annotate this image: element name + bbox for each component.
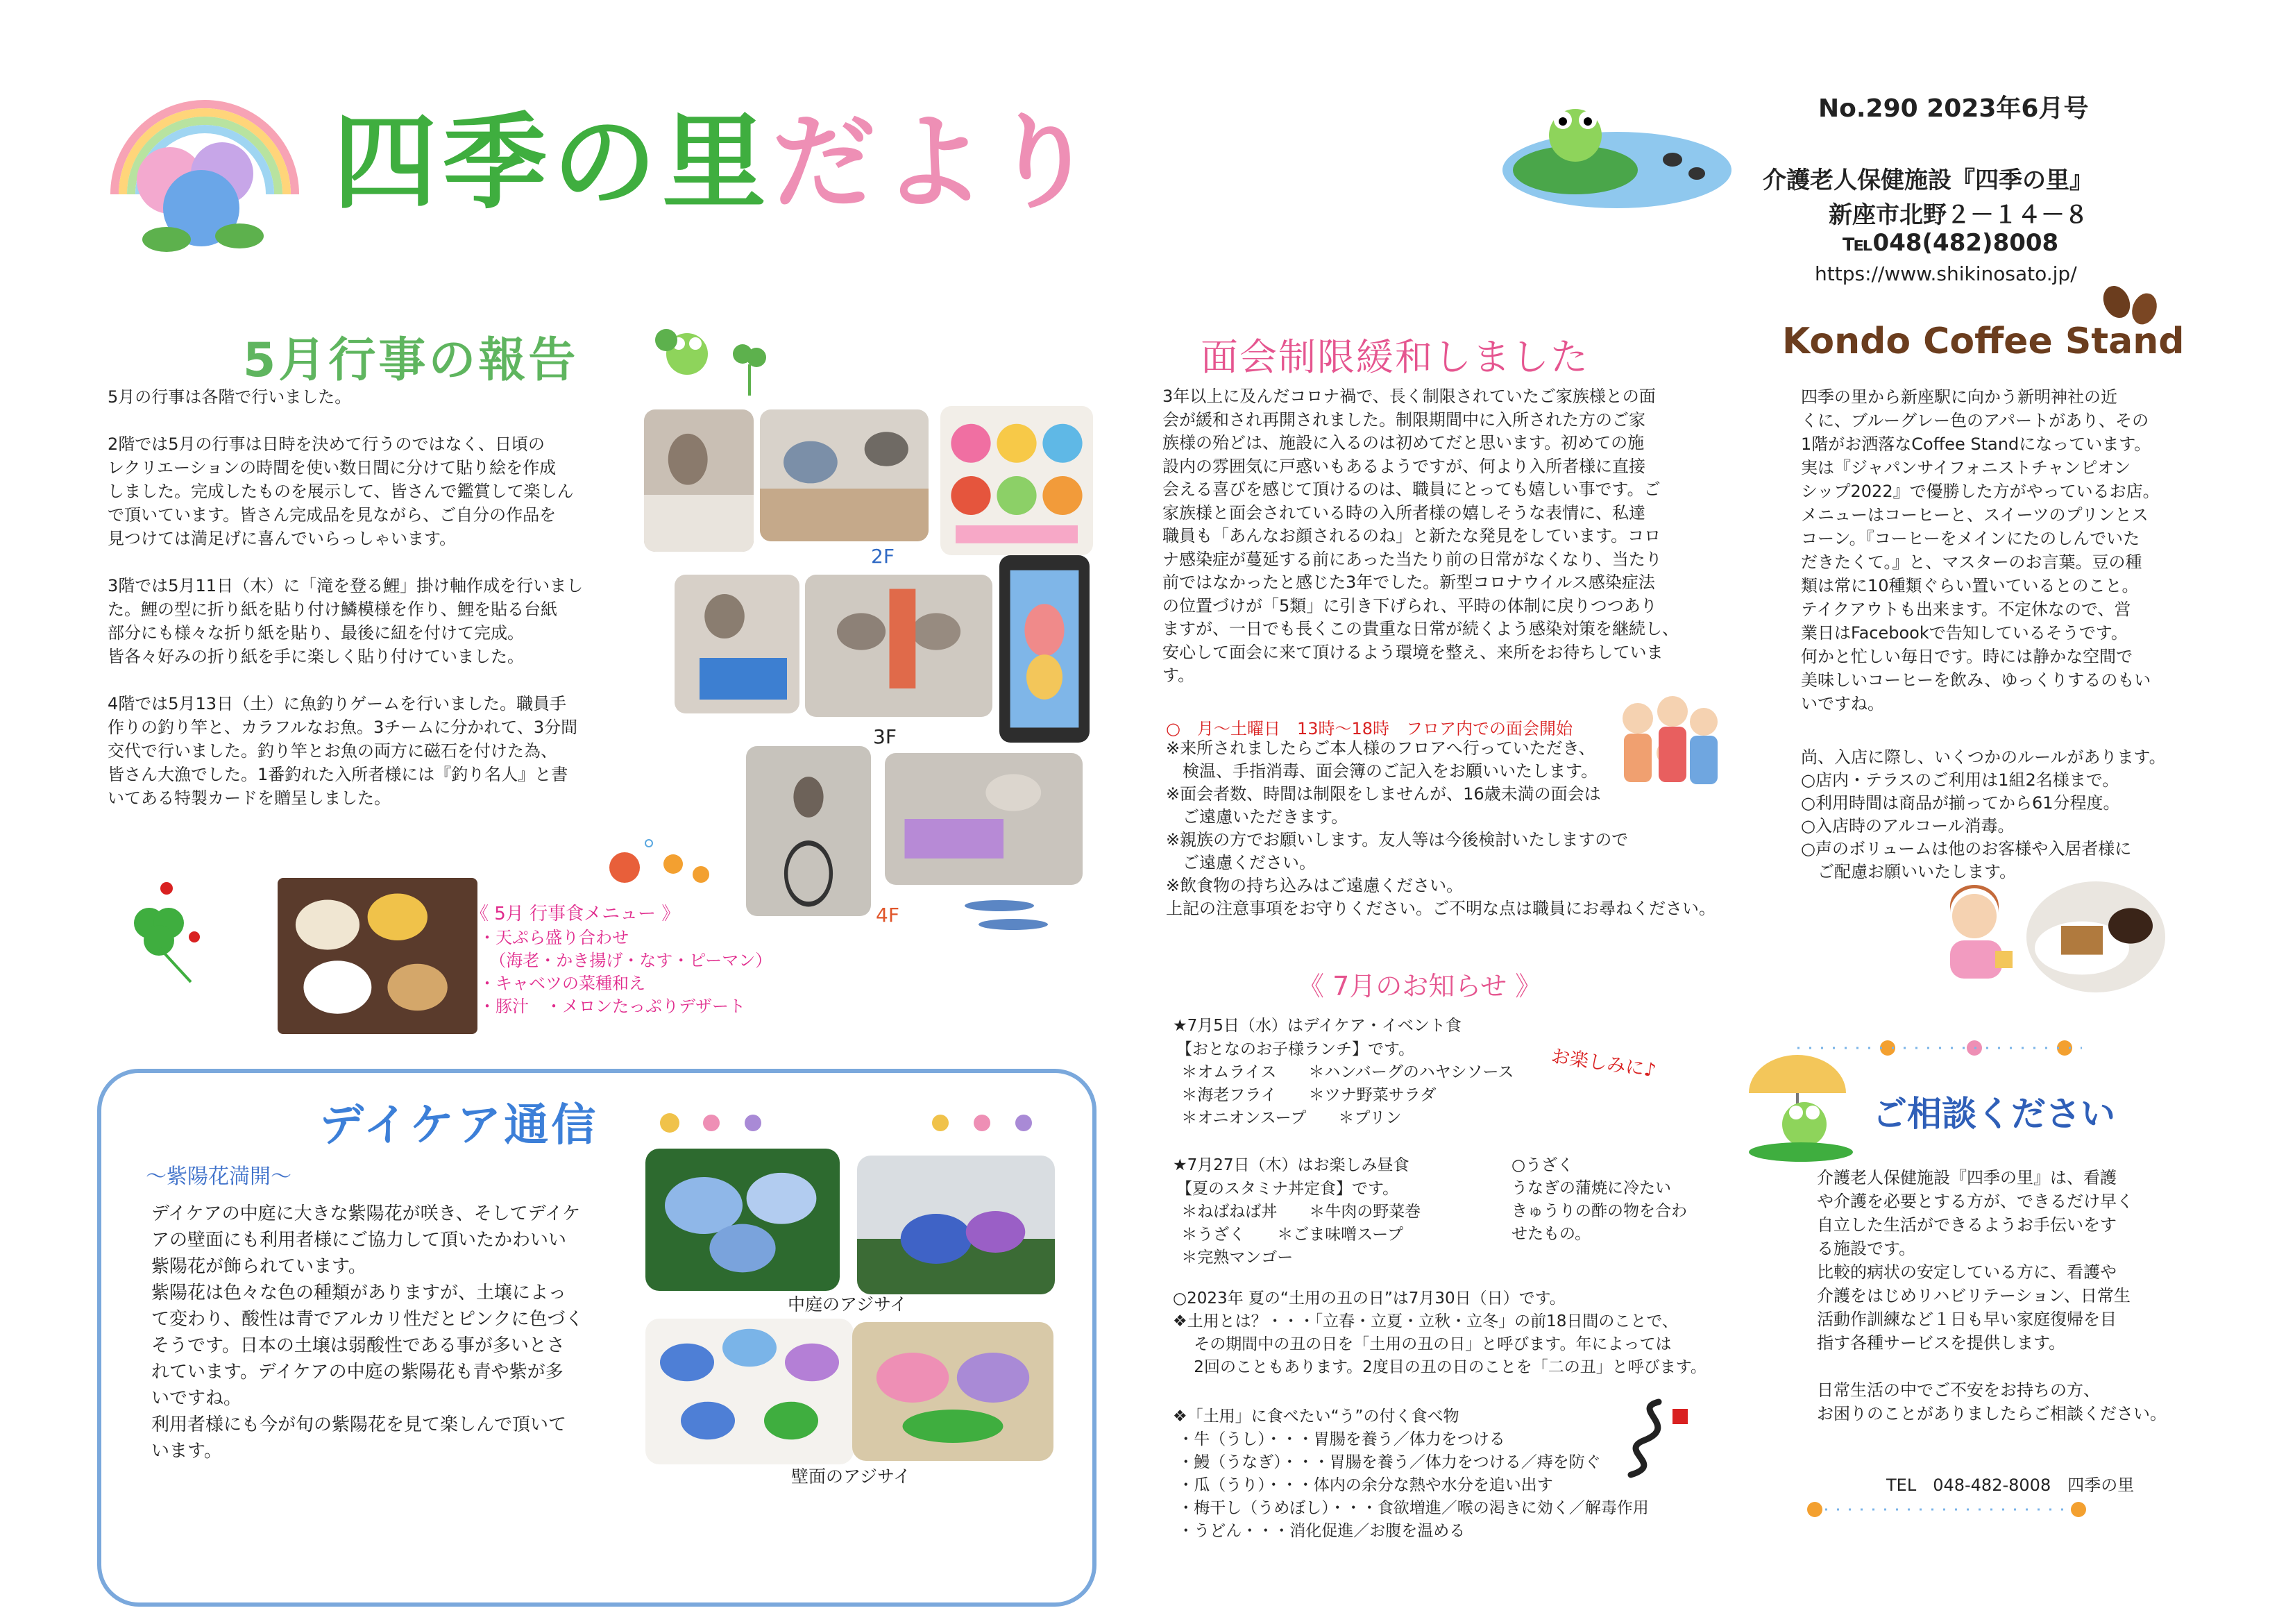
july-heading: 《 7月のお知らせ 》 bbox=[1298, 971, 1542, 1001]
photo-wall-hydrangea-1 bbox=[645, 1319, 854, 1464]
snails-decoration-icon bbox=[649, 1102, 1051, 1137]
coffee-heading: Kondo Coffee Stand bbox=[1782, 321, 2185, 362]
daycare-heading: デイケア通信 bbox=[319, 1100, 599, 1151]
facility-address: 新座市北野２－１４－８ bbox=[1829, 201, 2088, 229]
fish-icon bbox=[597, 829, 736, 892]
title-dayori: だより bbox=[772, 103, 1101, 223]
photo-4f-wheelchair bbox=[746, 746, 871, 916]
visiting-schedule: ○ 月～土曜日 13時～18時 フロア内での面会開始 bbox=[1166, 719, 1573, 738]
frog-lilypad-icon bbox=[1492, 94, 1735, 212]
may-report-body: 5月の行事は各階で行いました。 2階では5月の行事は日時を決めて行うのではなく、日頃の レクリエーションの時間を使い数日間に分けて貼り絵を作成 しました。完成したものを展示して、皆さんで鑑賞して楽しん で頂いています。皆さん完成品を見ながら、ご自分の作品を 見つけては満足げに喜んでいらっしゃいます。 3階では5月11日（木）に「滝を登る鯉」掛け軸作成を行いまし た。鯉の型に折り紙を貼り付け鱗模様を作り、鯉を貼る台紙 部分にも様々な折り紙を貼り、最後に紐を付けて完成。 皆各々好みの折り紙を手に楽しく貼り付けていました。 4階では5月13日（土）に魚釣りゲームを行いました。職員手 作りの釣り竿と、カラフルなお魚。3チームに分かれて、3分間 交代で行いました。釣り竿とお魚の両方に磁石を付けた為、 皆さん大漁でした。1番釣れた入所者様には『釣り名人』と書 いてある特製カードを贈呈しました。 bbox=[108, 387, 584, 808]
daycare-body: デイケアの中庭に大きな紫陽花が咲き、そしてデイケ アの壁面にも利用者様にご協力して頂いたかわいい 紫陽花が飾られています。 紫陽花は色々な色の種類がありますが、土壌によっ て変わり、酸性は青でアルカリ性だとピンクに色づく そうです。日本の土壌は弱酸性である事が多いとさ れています。デイケアの中庭の紫陽花も青や紫が多 いですね。 利用者様にも今が旬の紫陽花を見て楽しんで頂いて います。 bbox=[151, 1203, 584, 1462]
doyo-foods: ❖「土用」に食べたい“う”の付く食べ物 ・牛（うし）・・・胃腸を養う／体力をつける ・鰻（うなぎ）・・・胃腸を養う／体力をつける／痔を防ぐ ・瓜（うり）・・・体内の余分な熱や水分を追い出す ・梅干し（うめぼし）・・・食欲増進／喉の渇きに効く／解毒作用 ・うどん・・・消化促進／お腹を温める bbox=[1173, 1407, 1649, 1540]
photo-3f-koi-scroll bbox=[999, 555, 1090, 743]
menu-title: 《 5月 行事食メニュー 》 bbox=[471, 904, 680, 924]
photo-2f-residents bbox=[644, 409, 754, 552]
consult-body: 介護老人保健施設『四季の里』は、看護 や介護を必要とする方が、できるだけ早く 自立した生活ができるようお手伝いをす る施設です。 比較的病状の安定している方に、看護や 介護をはじめリハビリテーション、日常生 活動作訓練など１日も早い家庭復帰を目 指す各種サービスを提供します。 日常生活の中でご不安をお持ちの方、 お困りのことがありましたらご相談ください。 bbox=[1817, 1168, 2167, 1423]
photo-garden-hydrangea-1 bbox=[645, 1149, 840, 1291]
menu-items: ・天ぷら盛り合わせ （海老・かき揚げ・なす・ピーマン） ・キャベツの菜種和え ・豚汁 ・メロンたっぷりデザート bbox=[479, 928, 772, 1016]
clover-ladybug-icon bbox=[115, 878, 219, 989]
uzaku-note: ○うざく うなぎの蒲焼に冷たい きゅうりの酢の物を合わ せたもの。 bbox=[1511, 1156, 1687, 1243]
woman-coffee-icon bbox=[1929, 885, 2026, 982]
frog-umbrella-icon bbox=[1742, 1044, 1860, 1162]
facility-name: 介護老人保健施設『四季の里』 bbox=[1763, 167, 2093, 194]
july-item2-title: ★7月27日（木）はお楽しみ昼食 bbox=[1173, 1156, 1409, 1174]
photo-3f-craft bbox=[675, 575, 799, 713]
sardine-icon bbox=[958, 895, 1055, 937]
snail-border-bottom-icon bbox=[1804, 1499, 2096, 1520]
photo-2f-craft bbox=[760, 409, 929, 541]
title-shiki-no-sato: 四季の里 bbox=[333, 103, 772, 223]
consult-tel: TEL 048-482-8008 四季の里 bbox=[1886, 1475, 2135, 1495]
coffee-body: 四季の里から新座駅に向かう新明神社の近 くに、ブルーグレー色のアパートがあり、その 1階がお洒落なCoffee Standになっています。 実は『ジャパンサイフォニストチャンピオン シップ2022』で優勝した方がやっているお店。 メニューはコーヒーと、スイーツのプリンとス コーン。『コーヒーをメインにたのしんでいた だきたくて。』と、マスターのお言葉。豆の種 類は常に10種類ぐらい置いているとのこと。 テイクアウトも出来ます。不定休なので、営 業日はFacebookで告知しているそうです。 何かと忙しい毎日です。時には静かな空間で 美味しいコーヒーを飲み、ゆっくりするのもい いですね。 bbox=[1801, 387, 2160, 713]
visiting-heading: 面会制限緩和しました bbox=[1201, 335, 1589, 379]
photo-wall-hydrangea-2 bbox=[852, 1322, 1053, 1461]
consult-heading: ご相談ください bbox=[1872, 1094, 2115, 1134]
daycare-subtitle: ～紫陽花満開～ bbox=[146, 1165, 291, 1189]
may-report-heading: 5月行事の報告 bbox=[243, 333, 579, 388]
photo-coffee-dessert bbox=[2026, 881, 2165, 992]
photo-event-meal bbox=[278, 878, 477, 1034]
coffee-rules: 尚、入店に際し、いくつかのルールがあります。 ○店内・テラスのご利用は1組2名様まで。 ○利用時間は商品が揃ってから61分程度。 ○入店時のアルコール消毒。 ○声のボリュームは他のお客様や入居者様に ご配慮お願いいたします。 bbox=[1801, 747, 2166, 881]
visiting-rules: ※来所されましたらご本人様のフロアへ行っていただき、 検温、手指消毒、面会簿のご記入をお願いいたします。 ※面会者数、時間は制限をしませんが、16歳未満の面会は ご遠慮いただきます。 ※親族の方でお願いします。友人等は今後検討いたしますので ご遠慮ください。 ※飲食物の持ち込みはご遠慮ください。 上記の注意事項をお守りください。ご不明な点は職員にお尋ねください。 bbox=[1166, 738, 1716, 918]
photo-2f-collage bbox=[940, 406, 1093, 555]
photo-garden-hydrangea-2 bbox=[857, 1156, 1055, 1294]
floor-4f-label: 4F bbox=[876, 904, 899, 927]
eel-icon bbox=[1617, 1395, 1693, 1478]
photo-3f-residents bbox=[805, 575, 992, 717]
caption-wall: 壁面のアジサイ bbox=[791, 1466, 911, 1487]
july-item2-body: 【夏のスタミナ丼定食】です。 ＊ねばねば丼 ＊牛肉の野菜巻 ＊うざく ＊ごま味噌スープ ＊完熟マンゴー bbox=[1176, 1180, 1421, 1267]
caption-garden: 中庭のアジサイ bbox=[788, 1294, 908, 1314]
masthead bbox=[0, 0, 2295, 291]
website-link[interactable]: https://www.shikinosato.jp/ bbox=[1815, 262, 2077, 285]
floor-2f-label: 2F bbox=[871, 545, 895, 568]
fun-note: お楽しみに♪ bbox=[1550, 1045, 1658, 1082]
frog-clover-icon bbox=[645, 323, 791, 399]
july-item1-title: ★7月5日（水）はデイケア・イベント食 bbox=[1173, 1017, 1462, 1035]
floor-3f-label: 3F bbox=[873, 725, 897, 748]
rainbow-hydrangea-icon bbox=[101, 90, 309, 264]
facility-tel: ℡048(482)8008 bbox=[1843, 229, 2059, 257]
doyo-intro: ○2023年 夏の“土用の丑の日”は7月30日（日）です。 ❖土用とは？・・・「立春・立夏・立秋・立冬」の前18日間のことで、 その期間中の丑の日を「土用の丑の日」と呼びます。年によっては 2回のこともあります。2度目の丑の日のことを「二の丑」と呼びます。 bbox=[1173, 1289, 1707, 1376]
issue-number: No.290 2023年6月号 bbox=[1818, 94, 2089, 123]
july-item1-body: 【おとなのお子様ランチ】です。 ＊オムライス ＊ハンバーグのハヤシソース ＊海老フライ ＊ツナ野菜サラダ ＊オニオンスープ ＊プリン bbox=[1176, 1040, 1514, 1127]
photo-4f-fishing bbox=[885, 753, 1083, 885]
visiting-body: 3年以上に及んだコロナ禍で、長く制限されていたご家族様との面 会が緩和され再開されました。制限期間中に入所された方のご家 族様の殆どは、施設に入るのは初めてだと思います。初めての施 設内の雰囲気に戸惑いもあるようですが、何より入所者様に直接 会える喜びを感じて頂けるのは、職員にとっても嬉しい事です。ご 家族様と面会されている時の入所者様の嬉しそうな表情に、私達 職員も「あんなお顔されるのね」と新たな発見をしています。コロ ナ感染症が蔓延する前にあった当たり前の日常がなくなり、当たり 前ではなかったと感じた3年でした。新型コロナウイルス感染症法 の位置づけが「5類」に引き下げられ、平時の体制に戻りつつあり ますが、一日でも長くこの貴重な日常が続くよう感染対策を継続し、 安心して面会に来て頂けるよう環境を整え、来所をお待ちしていま す。 bbox=[1162, 387, 1679, 685]
